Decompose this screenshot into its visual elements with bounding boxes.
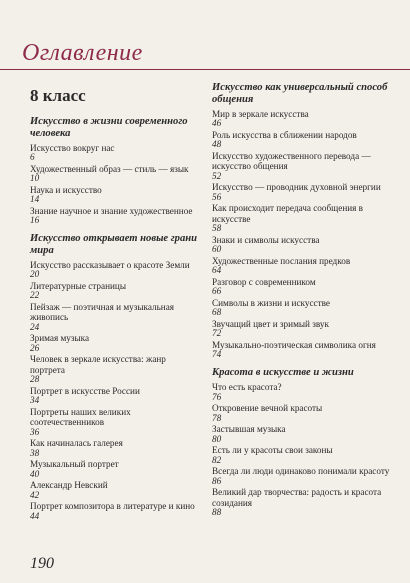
entry-page-number: 66 xyxy=(212,286,222,297)
entry-title: Портрет композитора в литературе и кино xyxy=(30,501,195,512)
entry-page-number: 38 xyxy=(30,447,40,458)
entry-title: Роль искусства в сближении народов xyxy=(212,130,357,140)
entry-title: Искусство рассказывает о красоте Земли xyxy=(30,260,190,270)
entry-page-number: 10 xyxy=(30,173,40,184)
toc-entry xyxy=(212,466,390,486)
toc-entry xyxy=(212,151,390,181)
section-heading: Искусство в жизни современного человека xyxy=(30,116,188,139)
entry-title: Художественный образ — стиль — язык xyxy=(30,164,189,174)
entry-title: Пейзаж — поэтичная и музыкальная живопись xyxy=(30,302,175,323)
toc-entry xyxy=(30,501,202,521)
entry-title: Музыкально-поэтическая символика огня xyxy=(212,339,376,350)
entry-title: Художественные послания предков xyxy=(212,255,351,266)
entry-title: Портреты наших великих соотечественников xyxy=(30,406,131,428)
entry-title: Мир в зеркале искусства xyxy=(212,109,309,119)
toc-entry xyxy=(30,260,202,280)
toc-section xyxy=(30,233,202,521)
entry-title: Человек в зеркале искусства: жанр портрета xyxy=(30,354,166,375)
entry-title: Как происходит передача сообщения в искусстве xyxy=(212,203,364,224)
entry-title: Есть ли у красоты свои законы xyxy=(212,445,333,456)
entry-page-number: 36 xyxy=(30,426,40,437)
left-sections xyxy=(30,116,202,521)
toc-section xyxy=(212,82,390,360)
grade-heading: 8 класс xyxy=(30,86,86,105)
entry-title: Великий дар творчества: радость и красота созидания xyxy=(212,487,382,508)
entry-page-number: 42 xyxy=(30,489,40,500)
toc-entry xyxy=(30,206,202,226)
toc-entry xyxy=(212,298,390,318)
toc-entry xyxy=(212,130,390,150)
entry-title: Искусство художественного перевода — искусство общения xyxy=(212,151,371,172)
toc-section xyxy=(212,367,390,518)
entry-page-number: 44 xyxy=(30,510,40,521)
toc-entry xyxy=(212,319,390,339)
entry-title: Символы в жизни и искусстве xyxy=(212,297,330,308)
entry-title: Александр Невский xyxy=(30,480,108,491)
entry-title: Застывшая музыка xyxy=(212,424,286,435)
toc-entry xyxy=(212,277,390,297)
entry-page-number: 80 xyxy=(212,433,222,444)
toc-entry xyxy=(30,438,202,458)
toc-entry xyxy=(212,182,390,202)
toc-entry xyxy=(30,185,202,205)
entry-title: Знаки и символы искусства xyxy=(212,234,320,245)
entry-page-number: 56 xyxy=(212,191,222,202)
entry-title: Откровение вечной красоты xyxy=(212,403,323,414)
entry-page-number: 86 xyxy=(212,475,222,486)
page-number: 190 xyxy=(30,555,54,572)
entry-page-number: 28 xyxy=(30,374,40,385)
toc-entry xyxy=(30,354,202,384)
entry-page-number: 58 xyxy=(212,223,222,234)
toc-entry xyxy=(212,403,390,423)
toc-entry xyxy=(212,424,390,444)
page-title: Оглавление xyxy=(22,40,143,66)
toc-entry xyxy=(212,109,390,129)
entry-page-number: 78 xyxy=(212,412,222,423)
section-heading: Искусство как универсальный способ общения xyxy=(212,82,388,105)
entry-title: Зримая музыка xyxy=(30,333,90,344)
entry-title: Искусство вокруг нас xyxy=(30,143,115,153)
entry-title: Наука и искусство xyxy=(30,185,102,195)
entry-title: Знание научное и знание художественное xyxy=(30,206,193,216)
entry-title: Как начиналась галерея xyxy=(30,438,123,449)
toc-entry xyxy=(30,302,202,332)
entry-title: Музыкальный портрет xyxy=(30,459,119,470)
toc-entry xyxy=(30,281,202,301)
toc-entry xyxy=(30,143,202,163)
toc-entry xyxy=(30,407,202,437)
entry-page-number: 20 xyxy=(30,269,40,280)
toc-entry xyxy=(30,164,202,184)
entry-page-number: 82 xyxy=(212,454,222,465)
toc-entry xyxy=(30,386,202,406)
entry-page-number: 22 xyxy=(30,290,40,301)
toc-entry xyxy=(30,459,202,479)
toc-entry xyxy=(212,445,390,465)
toc-entry xyxy=(212,382,390,402)
toc-entry xyxy=(212,487,390,517)
entry-page-number: 52 xyxy=(212,170,222,181)
toc-entry xyxy=(212,256,390,276)
entry-page-number: 14 xyxy=(30,194,40,205)
entry-title: Всегда ли люди одинаково понимали красоту xyxy=(212,466,390,477)
entry-page-number: 34 xyxy=(30,395,40,406)
toc-entry xyxy=(212,203,390,233)
entry-page-number: 68 xyxy=(212,307,222,318)
entry-page-number: 88 xyxy=(212,507,222,518)
entry-page-number: 60 xyxy=(212,244,222,255)
title-rule xyxy=(0,69,410,70)
section-heading: Искусство открывает новые грани мира xyxy=(30,233,198,256)
right-column xyxy=(212,82,390,525)
entry-page-number: 16 xyxy=(30,215,40,226)
entry-title: Портрет в искусстве России xyxy=(30,385,140,396)
left-column xyxy=(30,82,202,528)
entry-page-number: 40 xyxy=(30,468,40,479)
entry-page-number: 6 xyxy=(30,152,35,163)
entry-page-number: 74 xyxy=(212,349,222,360)
toc-entry xyxy=(212,340,390,360)
toc-section xyxy=(30,116,202,226)
entry-page-number: 24 xyxy=(30,321,40,332)
entry-page-number: 26 xyxy=(30,342,40,353)
entry-title: Что есть красота? xyxy=(212,382,282,393)
entry-title: Звучащий цвет и зримый звук xyxy=(212,318,329,329)
entry-page-number: 72 xyxy=(212,328,222,339)
right-sections xyxy=(212,82,390,518)
toc-entry xyxy=(30,333,202,353)
toc-entry xyxy=(212,235,390,255)
entry-title: Искусство — проводник духовной энергии xyxy=(212,182,381,193)
entry-page-number: 48 xyxy=(212,139,222,150)
entry-page-number: 76 xyxy=(212,391,222,402)
entry-page-number: 46 xyxy=(212,118,222,129)
toc-entry xyxy=(30,480,202,500)
entry-title: Литературные страницы xyxy=(30,281,127,291)
entry-title: Разговор с современником xyxy=(212,276,316,287)
entry-page-number: 64 xyxy=(212,265,222,276)
section-heading: Красота в искусстве и жизни xyxy=(212,366,354,378)
